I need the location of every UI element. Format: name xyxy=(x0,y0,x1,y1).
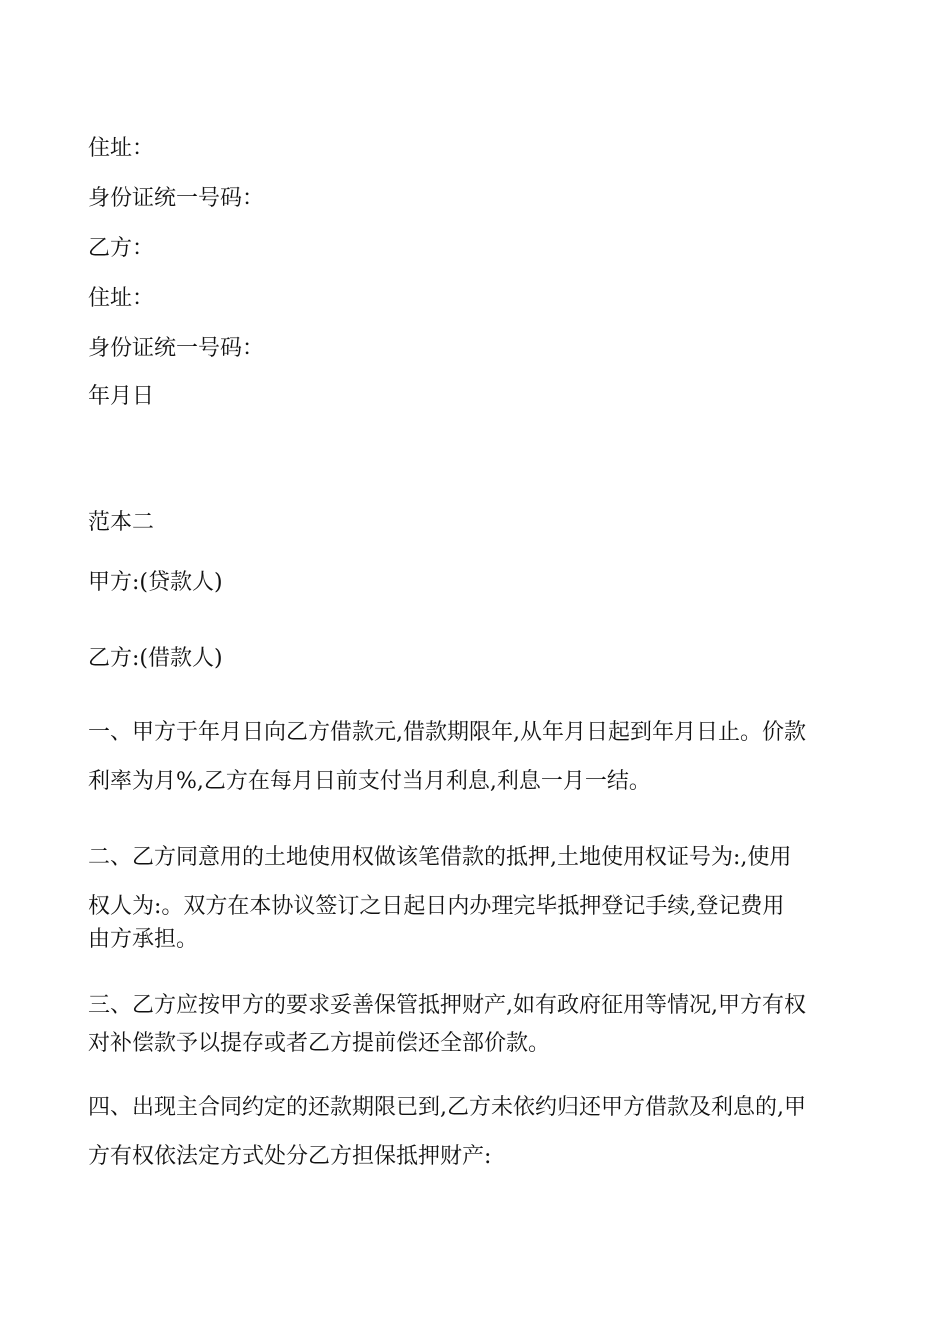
clause-3-line-1: 三、乙方应按甲方的要求妥善保管抵押财产,如有政府征用等情况,甲方有权 xyxy=(88,993,806,1018)
address-label-1: 住址： xyxy=(88,136,155,161)
party-b-label: 乙方： xyxy=(88,236,155,261)
party-b-line: 乙方:(借款人) xyxy=(88,646,223,671)
clause-4-line-2: 方有权依法定方式处分乙方担保抵押财产: xyxy=(88,1144,492,1169)
clause-4-line-1: 四、出现主合同约定的还款期限已到,乙方未依约归还甲方借款及利息的,甲 xyxy=(88,1095,806,1120)
address-label-2: 住址： xyxy=(88,286,155,311)
clause-2-line-1: 二、乙方同意用的土地使用权做该笔借款的抵押,土地使用权证号为:,使用 xyxy=(88,845,792,870)
clause-2-line-3: 由方承担。 xyxy=(88,927,199,952)
clause-1-line-2: 利率为月%,乙方在每月日前支付当月利息,利息一月一结。 xyxy=(88,769,651,794)
id-number-label-1: 身份证统一号码： xyxy=(88,186,265,211)
template-heading: 范本二 xyxy=(88,510,155,535)
id-number-label-2: 身份证统一号码： xyxy=(88,336,265,361)
clause-2-line-2: 权人为:。双方在本协议签订之日起日内办理完毕抵押登记手续,登记费用 xyxy=(88,894,785,919)
date-label: 年月日 xyxy=(88,384,155,409)
clause-4 xyxy=(88,1093,868,1172)
clause-3 xyxy=(88,991,868,1059)
clause-3-line-2: 对补偿款予以提存或者乙方提前偿还全部价款。 xyxy=(88,1031,551,1056)
party-a-line: 甲方:(贷款人) xyxy=(88,570,223,595)
clause-1 xyxy=(88,718,868,797)
clause-2 xyxy=(88,843,868,955)
clause-1-line-1: 一、甲方于年月日向乙方借款元,借款期限年,从年月日起到年月日止。价款 xyxy=(88,720,806,745)
